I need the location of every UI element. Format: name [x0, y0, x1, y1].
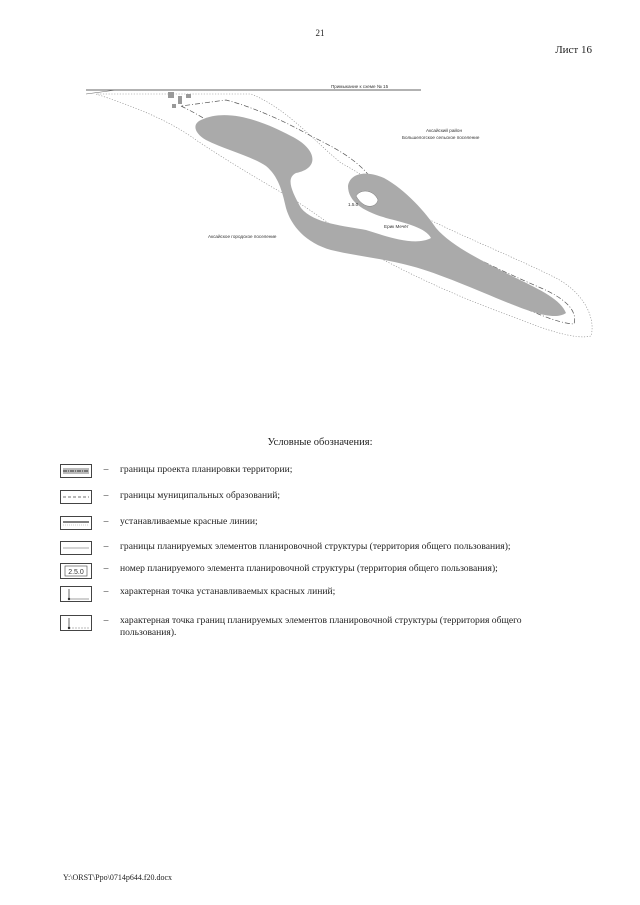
map-label-place: Ерик Мечёт	[384, 224, 409, 229]
sheet-label: Лист 16	[555, 44, 592, 56]
legend-dash: –	[103, 615, 109, 626]
element-point-icon	[60, 615, 92, 631]
legend-item	[60, 541, 580, 555]
file-path: Y:\ORST\Ppo\0714p644.f20.docx	[63, 873, 173, 882]
page-number: 21	[315, 28, 325, 38]
legend-text: характерная точка устанавливаемых красных линий;	[120, 586, 336, 597]
legend-text: границы муниципальных образований;	[120, 490, 281, 501]
map-label-plot-id: 1.5.0	[348, 202, 359, 207]
project-boundary-icon	[60, 464, 92, 478]
legend-dash: –	[103, 586, 109, 597]
legend-text: границы проекта планировки территории;	[120, 464, 293, 475]
map-label-planning-link: Примыкание к схеме № 15	[331, 84, 389, 89]
legend-item	[60, 490, 580, 504]
river-channel	[195, 115, 566, 316]
red-line-icon	[60, 516, 92, 530]
legend-item	[60, 586, 580, 602]
legend-item	[60, 563, 580, 579]
map-label-settlement-1: Большелогское сельское поселение	[402, 135, 480, 140]
legend-dash: –	[103, 516, 109, 527]
legend-item	[60, 464, 580, 478]
site-plan-map	[86, 78, 606, 368]
legend-title: Условные обозначения:	[267, 437, 373, 448]
map-label-district: Аксайский район	[426, 128, 463, 133]
legend-dash: –	[103, 541, 109, 552]
legend-dash: –	[103, 490, 109, 501]
legend-dash: –	[103, 563, 109, 574]
buildings	[168, 92, 191, 108]
legend-text: номер планируемого элемента планировочной структуры (территория общего пользования);	[120, 563, 498, 574]
element-number-icon	[60, 563, 92, 579]
legend-text: границы планируемых элементов планировочной структуры (территория общего пользования);	[120, 541, 511, 552]
red-line-point-icon	[60, 586, 92, 602]
legend-dash: –	[103, 464, 109, 475]
map-label-settlement-2: Аксайское городское поселение	[208, 234, 277, 239]
legend-item	[60, 615, 580, 639]
legend-text: устанавливаемые красные линии;	[120, 516, 258, 527]
planned-element-boundary-icon	[60, 541, 92, 555]
municipal-boundary-icon	[60, 490, 92, 504]
legend-text: характерная точка границ планируемых элементов планировочной структуры (территория общего пользования).	[120, 615, 522, 638]
element-number-icon-text: 2.5.0	[68, 569, 84, 576]
legend-item	[60, 516, 580, 530]
